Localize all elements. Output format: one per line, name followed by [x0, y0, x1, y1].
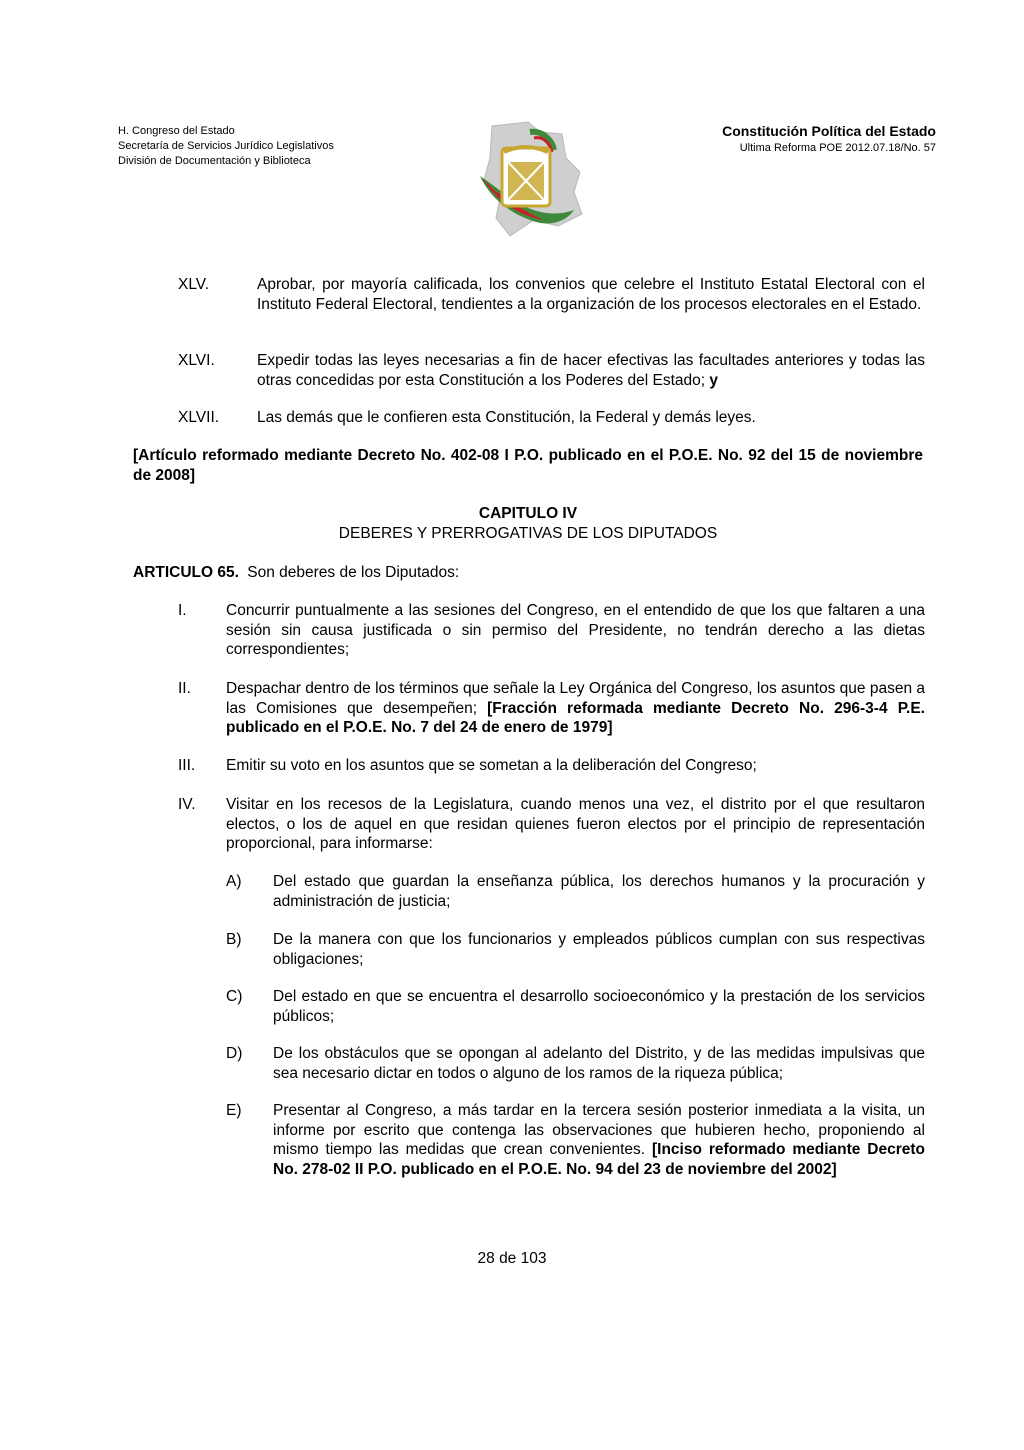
subitem-letter: C)	[226, 988, 243, 1005]
duty-text: Emitir su voto en los asuntos que se sometan a la deliberación del Congreso;	[226, 757, 757, 774]
header-left-line-3: División de Documentación y Biblioteca	[118, 155, 311, 167]
subitem-letter: D)	[226, 1045, 243, 1062]
header-left-line-2: Secretaría de Servicios Jurídico Legislativos	[118, 140, 334, 152]
subitem-reform-note: [Inciso reformado mediante Decreto No. 278-02 II P.O. publicado en el P.O.E. No. 94 del 23 de noviembre del 2002]	[273, 1141, 925, 1178]
subitem-text-wrapper	[273, 1101, 925, 1179]
fraction-number: XLVII.	[178, 409, 220, 426]
article-label: ARTICULO 65.	[133, 564, 239, 581]
fraction-text-wrapper	[257, 351, 925, 390]
subitem-text: Presentar al Congreso, a más tardar en la tercera sesión posterior inmediata a la visita, un informe por escrito que contenga las observaciones que hubieren hecho, proponiendo al mismo tiempo las medidas que crean convenientes.	[273, 1102, 925, 1158]
fraction-number: XLV.	[178, 276, 210, 293]
subitem-letter: A)	[226, 873, 242, 890]
duty-number: II.	[178, 680, 191, 697]
article-intro: Son deberes de los Diputados:	[247, 564, 460, 581]
subitem-text: Del estado que guardan la enseñanza pública, los derechos humanos y la procuración y administración de justicia;	[273, 873, 925, 910]
header-left	[118, 124, 334, 169]
subitem-text: Del estado en que se encuentra el desarrollo socioeconómico y la prestación de los servicios públicos;	[273, 988, 925, 1025]
last-reform-note: Ultima Reforma POE 2012.07.18/No. 57	[739, 142, 936, 154]
subitem-letter: B)	[226, 931, 242, 948]
duty-text-wrapper	[226, 679, 925, 738]
article-65-heading	[133, 563, 923, 583]
subitem-text: De la manera con que los funcionarios y empleados públicos cumplan con sus respectivas obligaciones;	[273, 931, 925, 968]
duty-number: IV.	[178, 796, 196, 813]
page-number: 28 de 103	[477, 1250, 547, 1267]
header-right	[722, 122, 936, 156]
duty-text: Despachar dentro de los términos que señale la Ley Orgánica del Congreso, los asuntos que pasen a las Comisiones que desempeñen;	[226, 680, 925, 717]
fraction-text: Expedir todas las leyes necesarias a fin de hacer efectivas las facultades anteriores y todas las otras concedidas por esta Constitución a los Poderes del Estado;	[257, 352, 925, 389]
duty-text: Visitar en los recesos de la Legislatura, cuando menos una vez, el distrito por el que resultaron electos, o los de aquel en que residan quienes fueron electos por el principio de representación proporcional, para informarse:	[226, 796, 925, 852]
fraction-bold-tail: y	[709, 371, 718, 389]
fraction-text: Aprobar, por mayoría calificada, los convenios que celebre el Instituto Estatal Electoral con el Instituto Federal Electoral, tendientes a la organización de los procesos electorales en el Estado.	[257, 276, 925, 313]
duty-reform-note: [Fracción reformada mediante Decreto No. 296-3-4 P.E. publicado en el P.O.E. No. 7 del 24 de enero de 1979]	[226, 699, 925, 736]
subitem-letter: E)	[226, 1102, 242, 1119]
header-left-line-1: H. Congreso del Estado	[118, 125, 235, 137]
state-emblem-logo	[470, 118, 588, 240]
fraction-number: XLVI.	[178, 352, 215, 369]
duty-number: III.	[178, 757, 196, 774]
article-reform-note: [Artículo reformado mediante Decreto No. 402-08 I P.O. publicado en el P.O.E. No. 92 del 15 de noviembre de 2008]	[133, 447, 923, 484]
chapter-title: CAPITULO IV	[478, 505, 578, 522]
fraction-text: Las demás que le confieren esta Constitución, la Federal y demás leyes.	[257, 409, 756, 426]
document-title: Constitución Política del Estado	[722, 123, 936, 139]
chapter-subtitle: DEBERES Y PRERROGATIVAS DE LOS DIPUTADOS	[338, 525, 718, 542]
subitem-text: De los obstáculos que se opongan al adelanto del Distrito, y de las medidas impulsivas que sea necesario dictar en todos o alguno de los ramos de la riqueza pública;	[273, 1045, 925, 1082]
duty-number: I.	[178, 602, 187, 619]
duty-text: Concurrir puntualmente a las sesiones del Congreso, en el entendido de que los que faltaren a una sesión sin causa justificada o sin permiso del Presidente, no tendrán derecho a las dietas correspondientes;	[226, 602, 925, 658]
